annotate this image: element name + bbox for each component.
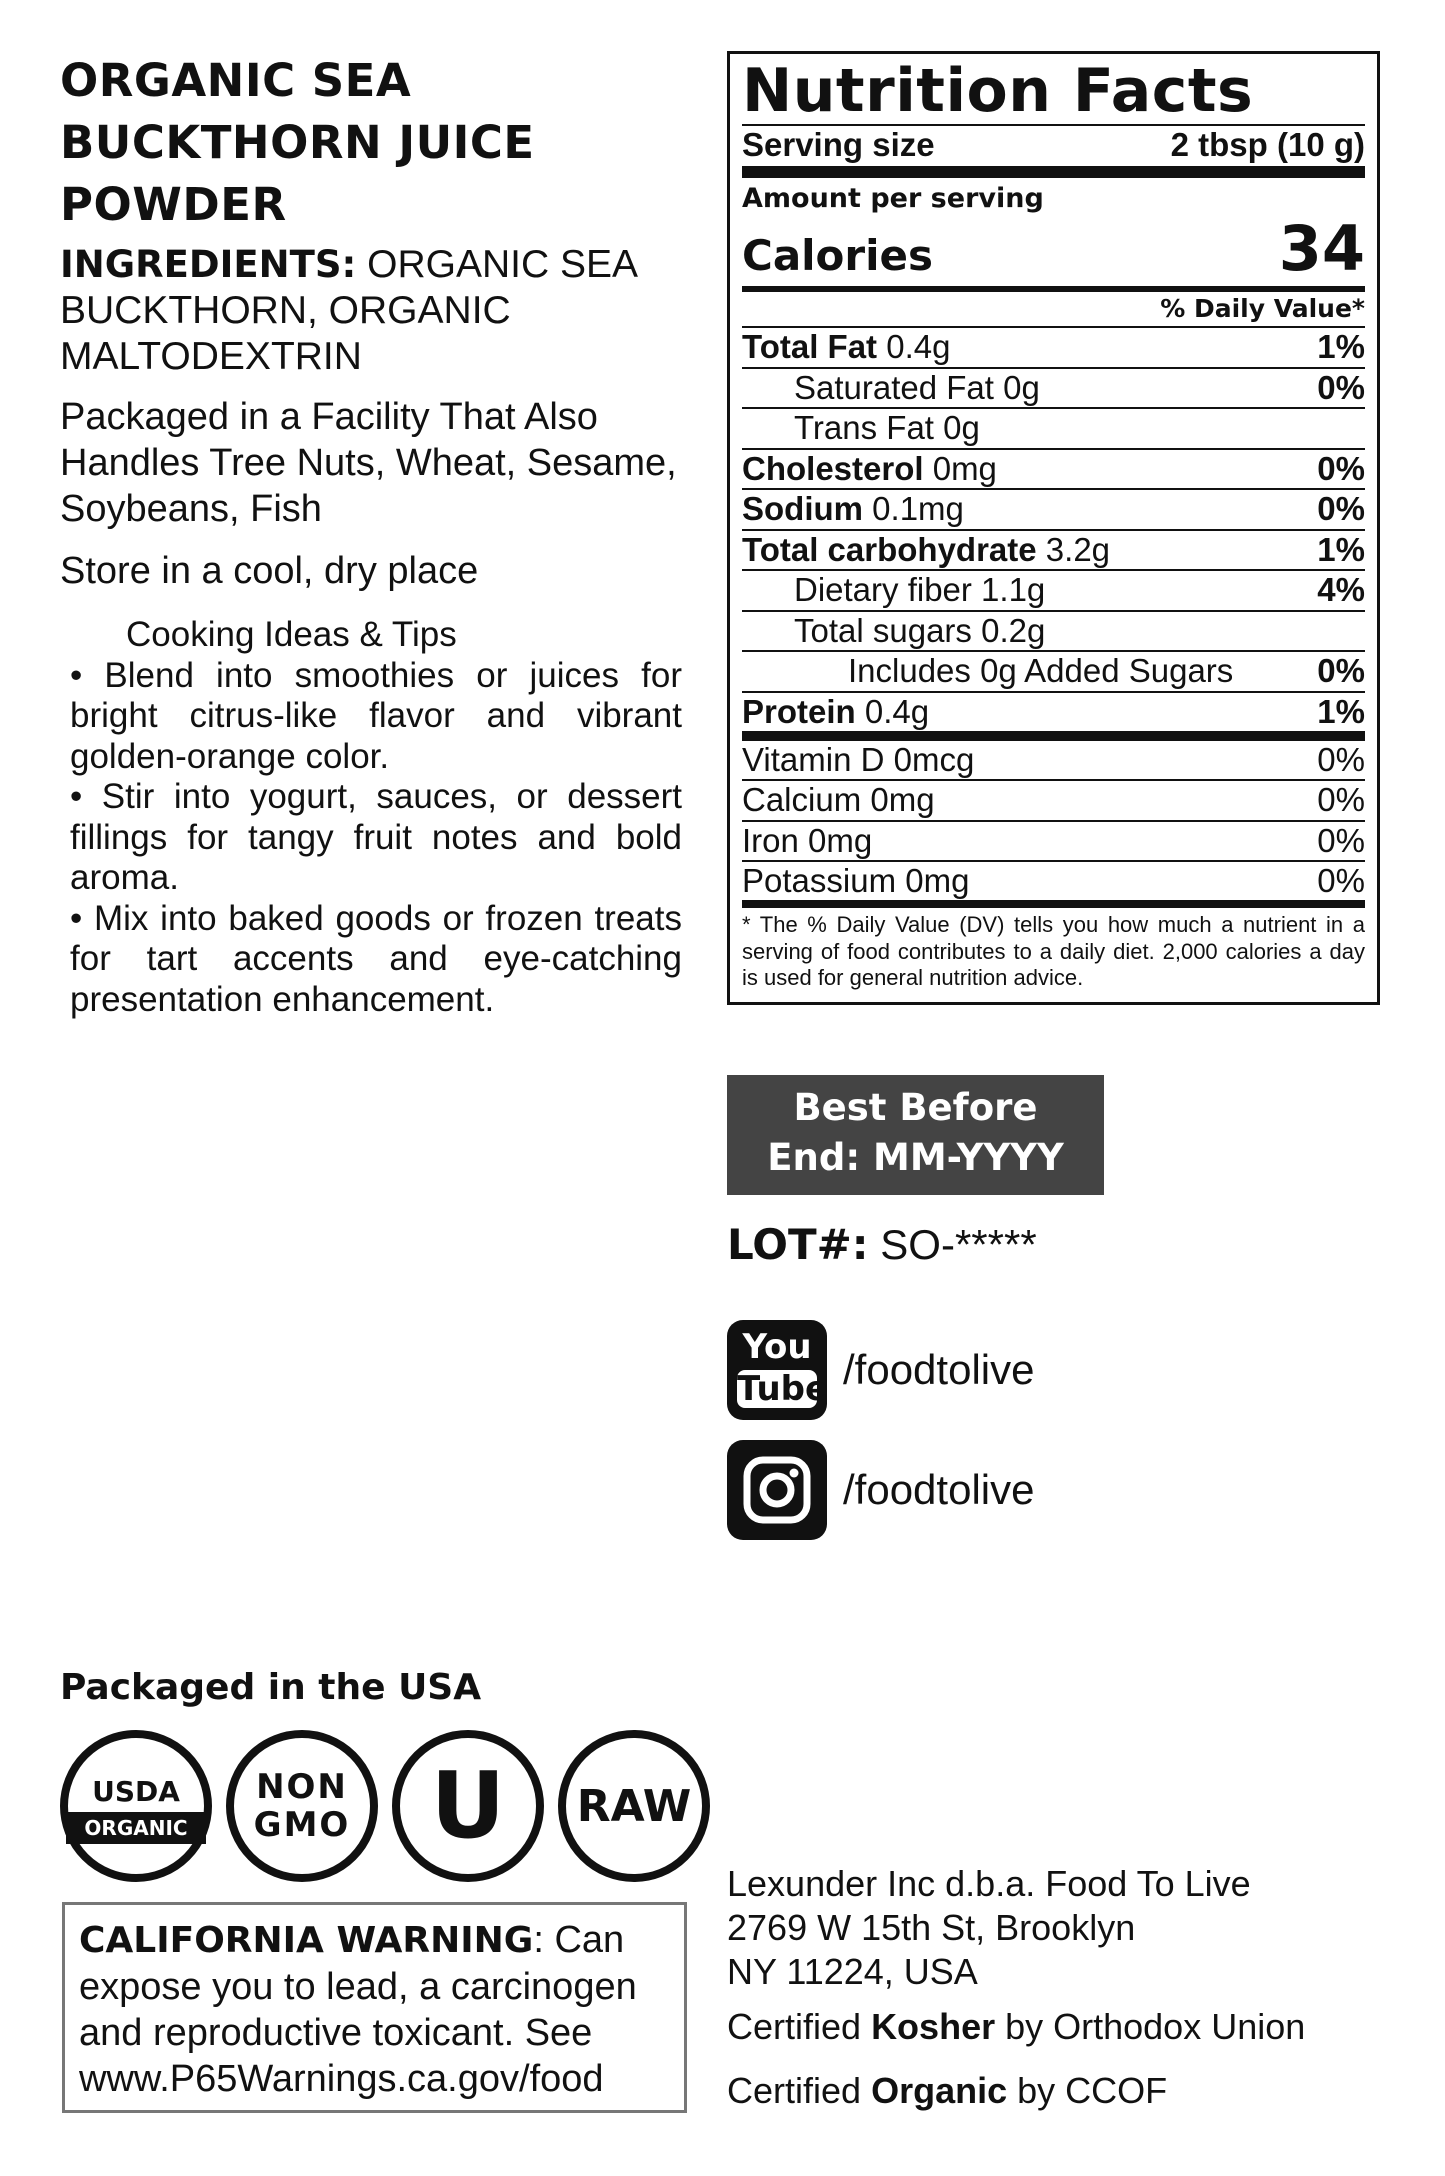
nutrient-label: Total carbohydrate (742, 530, 1037, 568)
nutrient-row-iron (742, 822, 1365, 863)
cooking-tip: • Stir into yogurt, sauces, or dessert fillings for tangy fruit notes and bold aroma. (70, 777, 682, 897)
serving-size-label: Serving size (742, 126, 935, 163)
address-line: NY 11224, USA (727, 1951, 978, 1992)
nutrient-label: Sodium (742, 490, 863, 527)
serving-size-row (742, 124, 1365, 178)
warning-text: : Can expose you to lead, a carcinogen and reproductive toxicant. See www.P65Warnings.ca.gov/food (79, 1919, 637, 2100)
nutrient-dv: 1% (1317, 328, 1365, 365)
calories-row (742, 212, 1365, 292)
best-before-line: Best Before (793, 1086, 1038, 1129)
nutrient-dv: 0% (1317, 740, 1365, 778)
youtube-icon-text: Tube (737, 1369, 829, 1409)
nutrient-dv: 0% (1317, 781, 1365, 818)
calories-label: Calories (742, 231, 934, 280)
nutrient-dv: 1% (1317, 530, 1365, 568)
nutrient-amount: 0mg (923, 449, 997, 487)
nutrient-row-added-sugars (742, 652, 1365, 693)
title-line: POWDER (60, 178, 287, 231)
non-gmo-text: GMO (253, 1805, 351, 1845)
nutrient-label: Dietary fiber 1.1g (794, 571, 1046, 608)
lot-label: LOT#: (727, 1220, 869, 1269)
nutrient-dv: 0% (1317, 652, 1365, 689)
nutrient-row-sodium (742, 490, 1365, 531)
nutrient-row-total-carbohydrate (742, 531, 1365, 572)
storage-instructions: Store in a cool, dry place (60, 550, 479, 592)
ingredients-label: INGREDIENTS: (60, 243, 357, 286)
best-before-date: End: MM-YYYY (767, 1136, 1064, 1179)
nutrient-row-total-fat (742, 328, 1365, 369)
product-info (60, 50, 680, 594)
instagram-icon (727, 1440, 827, 1540)
nutrient-amount: 3.2g (1036, 530, 1111, 568)
nutrient-row-total-sugars (742, 612, 1365, 653)
address-line: 2769 W 15th St, Brooklyn (727, 1907, 1136, 1948)
raw-icon (558, 1730, 710, 1882)
cert-suffix: by CCOF (1007, 2070, 1168, 2111)
company-address (727, 1862, 1251, 1994)
nutrient-row-dietary-fiber (742, 571, 1365, 612)
youtube-icon (727, 1320, 827, 1420)
nutrient-label: Includes 0g Added Sugars (848, 652, 1234, 689)
title-line: BUCKTHORN JUICE (60, 116, 535, 169)
california-warning (62, 1902, 687, 2113)
youtube-icon-text: You (742, 1327, 812, 1367)
nutrient-label: Protein (742, 692, 856, 730)
ingredients-text: ORGANIC SEA BUCKTHORN, ORGANIC MALTODEXTRIN (60, 243, 636, 378)
nutrient-label: Cholesterol (742, 449, 924, 487)
nutrient-row-protein (742, 693, 1365, 741)
nutrition-facts-title: Nutrition Facts (742, 56, 1254, 126)
nutrient-row-trans-fat (742, 409, 1365, 450)
nutrient-label: Calcium 0mg (742, 781, 935, 818)
nutrient-label: Iron 0mg (742, 821, 873, 859)
calories-value: 34 (1278, 212, 1365, 285)
cert-prefix: Certified (727, 2070, 872, 2111)
nutrient-label: Saturated Fat 0g (794, 368, 1040, 406)
cooking-tips-title: Cooking Ideas & Tips (126, 615, 457, 654)
best-before-box (727, 1075, 1104, 1195)
certification-badges (60, 1730, 710, 1885)
nutrient-label: Potassium 0mg (742, 862, 970, 899)
lot-number (727, 1220, 1037, 1270)
cooking-tip: • Mix into baked goods or frozen treats for tart accents and eye-catching presentation enhancement. (70, 898, 682, 1019)
usda-organic-band: ORGANIC (66, 1812, 206, 1844)
nutrient-dv: 1% (1317, 692, 1365, 730)
usda-organic-icon (60, 1730, 212, 1882)
amount-per-serving: Amount per serving (742, 183, 1044, 214)
nutrient-row-potassium (742, 862, 1365, 908)
cooking-tip: • Blend into smoothies or juices for bright citrus-like flavor and vibrant golden-orange color. (70, 655, 682, 776)
non-gmo-text: NON (256, 1767, 348, 1807)
youtube-handle[interactable]: /foodtolive (843, 1346, 1035, 1393)
nutrient-dv: 0% (1317, 368, 1365, 406)
organic-certification (727, 2070, 1167, 2112)
kosher-ou-icon (392, 1730, 544, 1882)
nutrient-label: Vitamin D 0mcg (742, 740, 975, 778)
title-line: ORGANIC SEA (60, 54, 412, 107)
nutrient-row-cholesterol (742, 450, 1365, 491)
serving-size-value: 2 tbsp (10 g) (1170, 126, 1365, 163)
cert-name: Kosher (871, 2006, 996, 2047)
nutrient-amount: 0.4g (877, 328, 951, 365)
cert-prefix: Certified (727, 2006, 872, 2047)
warning-label: CALIFORNIA WARNING (79, 1920, 534, 1961)
kosher-certification (727, 2006, 1305, 2048)
nutrient-dv: 0% (1317, 449, 1365, 487)
nutrition-facts-panel (727, 51, 1380, 1005)
packaged-in-usa: Packaged in the USA (60, 1667, 482, 1708)
daily-value-footnote: * The % Daily Value (DV) tells you how much a nutrient in a serving of food contributes to a daily diet. 2,000 calories a day is used for general nutrition advice. (742, 912, 1365, 990)
instagram-handle[interactable]: /foodtolive (843, 1466, 1035, 1513)
nutrient-label: Total Fat (742, 328, 878, 365)
instagram-glyph (727, 1440, 827, 1540)
cert-suffix: by Orthodox Union (995, 2006, 1306, 2047)
instagram-link[interactable] (727, 1440, 1034, 1540)
youtube-link[interactable] (727, 1320, 1034, 1420)
nutrient-dv: 0% (1317, 862, 1365, 899)
non-gmo-icon (226, 1730, 378, 1882)
nutrient-label: Trans Fat 0g (794, 409, 980, 446)
allergen-facility-note: Packaged in a Facility That Also Handles Tree Nuts, Wheat, Sesame, Soybeans, Fish (60, 396, 677, 530)
nutrient-dv: 0% (1317, 490, 1365, 527)
ingredients (60, 242, 680, 380)
product-title (60, 50, 680, 236)
kosher-text: U (430, 1752, 506, 1859)
nutrient-amount: 0.1mg (863, 490, 964, 527)
address-line: Lexunder Inc d.b.a. Food To Live (727, 1863, 1251, 1904)
nutrient-dv: 4% (1317, 571, 1365, 608)
nutrient-dv: 0% (1317, 821, 1365, 859)
cooking-tips (70, 615, 682, 1020)
usda-text: USDA (92, 1775, 180, 1808)
raw-text: RAW (576, 1780, 692, 1832)
nutrient-label: Total sugars 0.2g (794, 611, 1046, 649)
nutrient-row-vitamin-d (742, 741, 1365, 782)
nutrient-row-saturated-fat (742, 369, 1365, 410)
lot-value: SO-***** (868, 1221, 1037, 1268)
nutrient-row-calcium (742, 781, 1365, 822)
nutrient-amount: 0.4g (855, 692, 930, 730)
daily-value-header: % Daily Value* (742, 292, 1365, 328)
cert-name: Organic (871, 2070, 1008, 2111)
